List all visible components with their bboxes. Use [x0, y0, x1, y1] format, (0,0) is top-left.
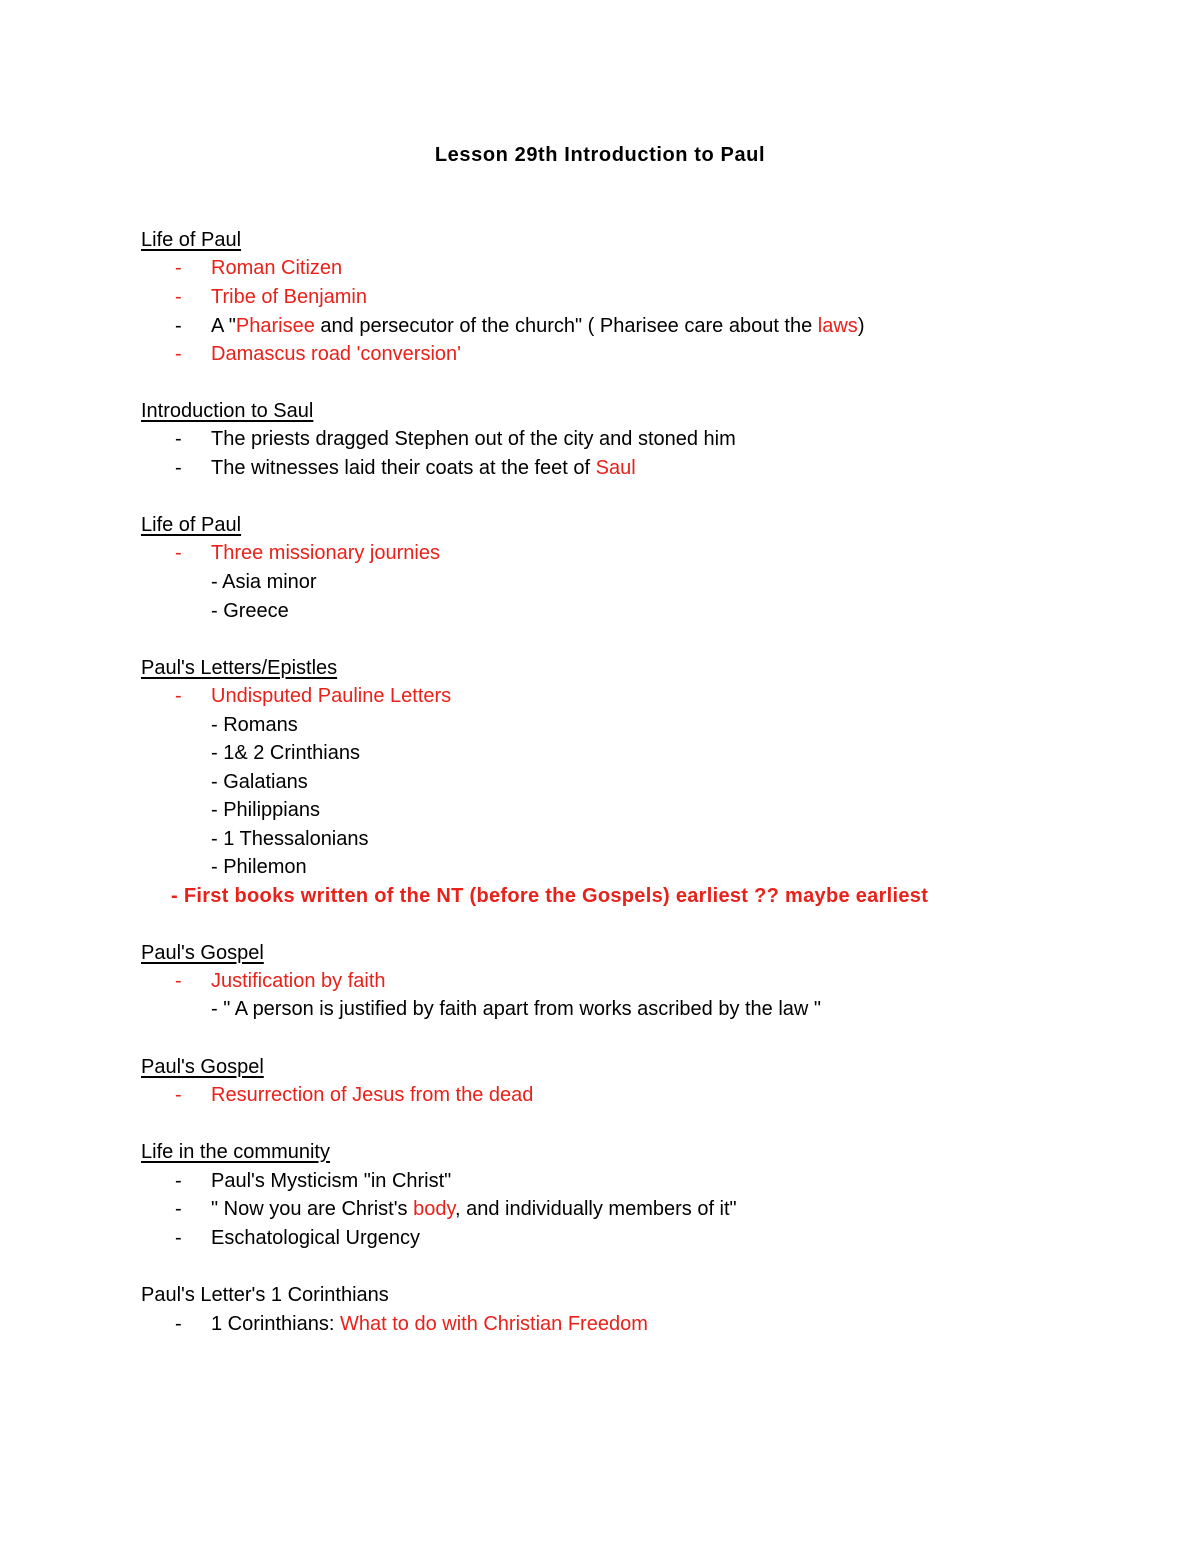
- list-item-text: [211, 1310, 648, 1339]
- highlight-christian-freedom: What to do with Christian Freedom: [339, 1313, 648, 1335]
- list-item-text: Justification by faith: [211, 970, 386, 992]
- list-item: [0, 967, 1200, 996]
- sub-item: - Asia minor: [211, 571, 317, 593]
- list-item: [0, 539, 1200, 568]
- list-item-text: Tribe of Benjamin: [211, 286, 367, 308]
- bullet-dash: -: [175, 286, 182, 308]
- list-item: [0, 1310, 1200, 1339]
- bullet-dash: -: [175, 457, 182, 479]
- list-item-text: [211, 312, 864, 341]
- list-item-text: [211, 1195, 737, 1224]
- list-item-text: The priests dragged Stephen out of the city and stoned him: [211, 428, 736, 450]
- page-title: Lesson 29th Introduction to Paul: [434, 144, 766, 166]
- text-run: " Now you are Christ's: [211, 1198, 414, 1220]
- highlight-laws: laws: [817, 315, 858, 337]
- bullet-dash: -: [175, 970, 182, 992]
- highlight-saul: Saul: [595, 457, 636, 479]
- bullet-dash: -: [175, 257, 182, 279]
- bullet-dash: -: [175, 428, 182, 450]
- section-heading-pauls-gospel-2: Paul's Gospel: [141, 1056, 264, 1078]
- text-run: 1 Corinthians:: [211, 1313, 340, 1335]
- list-item-text: Undisputed Pauline Letters: [211, 685, 452, 707]
- text-run: A ": [211, 315, 236, 337]
- list-item: [0, 682, 1200, 711]
- bullet-dash: -: [175, 315, 182, 337]
- bullet-dash: -: [175, 343, 182, 365]
- bullet-dash: -: [175, 1198, 182, 1220]
- list-item: [0, 283, 1200, 312]
- list-item-text: Three missionary journies: [211, 542, 440, 564]
- sub-item: - Romans: [211, 714, 298, 736]
- sub-item: - Philippians: [211, 799, 320, 821]
- bullet-dash: -: [175, 685, 182, 707]
- list-item: [0, 312, 1200, 341]
- bullet-dash: -: [175, 1313, 182, 1335]
- bullet-dash: -: [175, 1170, 182, 1192]
- sub-item: - " A person is justified by faith apart from works ascribed by the law ": [211, 998, 822, 1020]
- sub-item: - Philemon: [211, 856, 307, 878]
- list-item-text: Damascus road 'conversion': [211, 343, 461, 365]
- sub-item: - Galatians: [211, 771, 308, 793]
- text-run: The witnesses laid their coats at the feet of: [211, 457, 596, 479]
- section-heading-life-in-community: Life in the community: [141, 1141, 330, 1163]
- list-item-text: Roman Citizen: [211, 257, 343, 279]
- list-item-text: Eschatological Urgency: [211, 1227, 420, 1249]
- bullet-dash: -: [175, 542, 182, 564]
- list-item: [0, 1167, 1200, 1196]
- section-heading-life-of-paul-2: Life of Paul: [141, 514, 242, 536]
- list-item: [0, 254, 1200, 283]
- highlight-pharisee: Pharisee: [235, 315, 315, 337]
- section-heading-1-corinthians: Paul's Letter's 1 Corinthians: [141, 1284, 389, 1306]
- highlighted-note: - First books written of the NT (before the Gospels) earliest ?? maybe earliest: [171, 885, 929, 907]
- sub-item: - 1 Thessalonians: [211, 828, 369, 850]
- list-item-text: [211, 454, 636, 483]
- list-item-text: Paul's Mysticism "in Christ": [211, 1170, 452, 1192]
- list-item: [0, 1224, 1200, 1253]
- list-item: [0, 1081, 1200, 1110]
- list-item: [0, 1195, 1200, 1224]
- sub-item: - Greece: [211, 600, 289, 622]
- list-item: [0, 454, 1200, 483]
- section-heading-life-of-paul: Life of Paul: [141, 229, 242, 251]
- section-heading-letters-epistles: Paul's Letters/Epistles: [141, 657, 338, 679]
- list-item: [0, 340, 1200, 369]
- list-item-text: Resurrection of Jesus from the dead: [211, 1084, 534, 1106]
- list-item: [0, 425, 1200, 454]
- text-run: and persecutor of the church" ( Pharisee care about the: [314, 315, 818, 337]
- sub-item: - 1& 2 Crinthians: [211, 742, 360, 764]
- section-heading-introduction-to-saul: Introduction to Saul: [141, 400, 314, 422]
- section-heading-pauls-gospel: Paul's Gospel: [141, 942, 264, 964]
- bullet-dash: -: [175, 1084, 182, 1106]
- bullet-dash: -: [175, 1227, 182, 1249]
- highlight-body: body: [413, 1198, 455, 1220]
- text-run: , and individually members of it": [454, 1198, 737, 1220]
- text-run: ): [857, 315, 865, 337]
